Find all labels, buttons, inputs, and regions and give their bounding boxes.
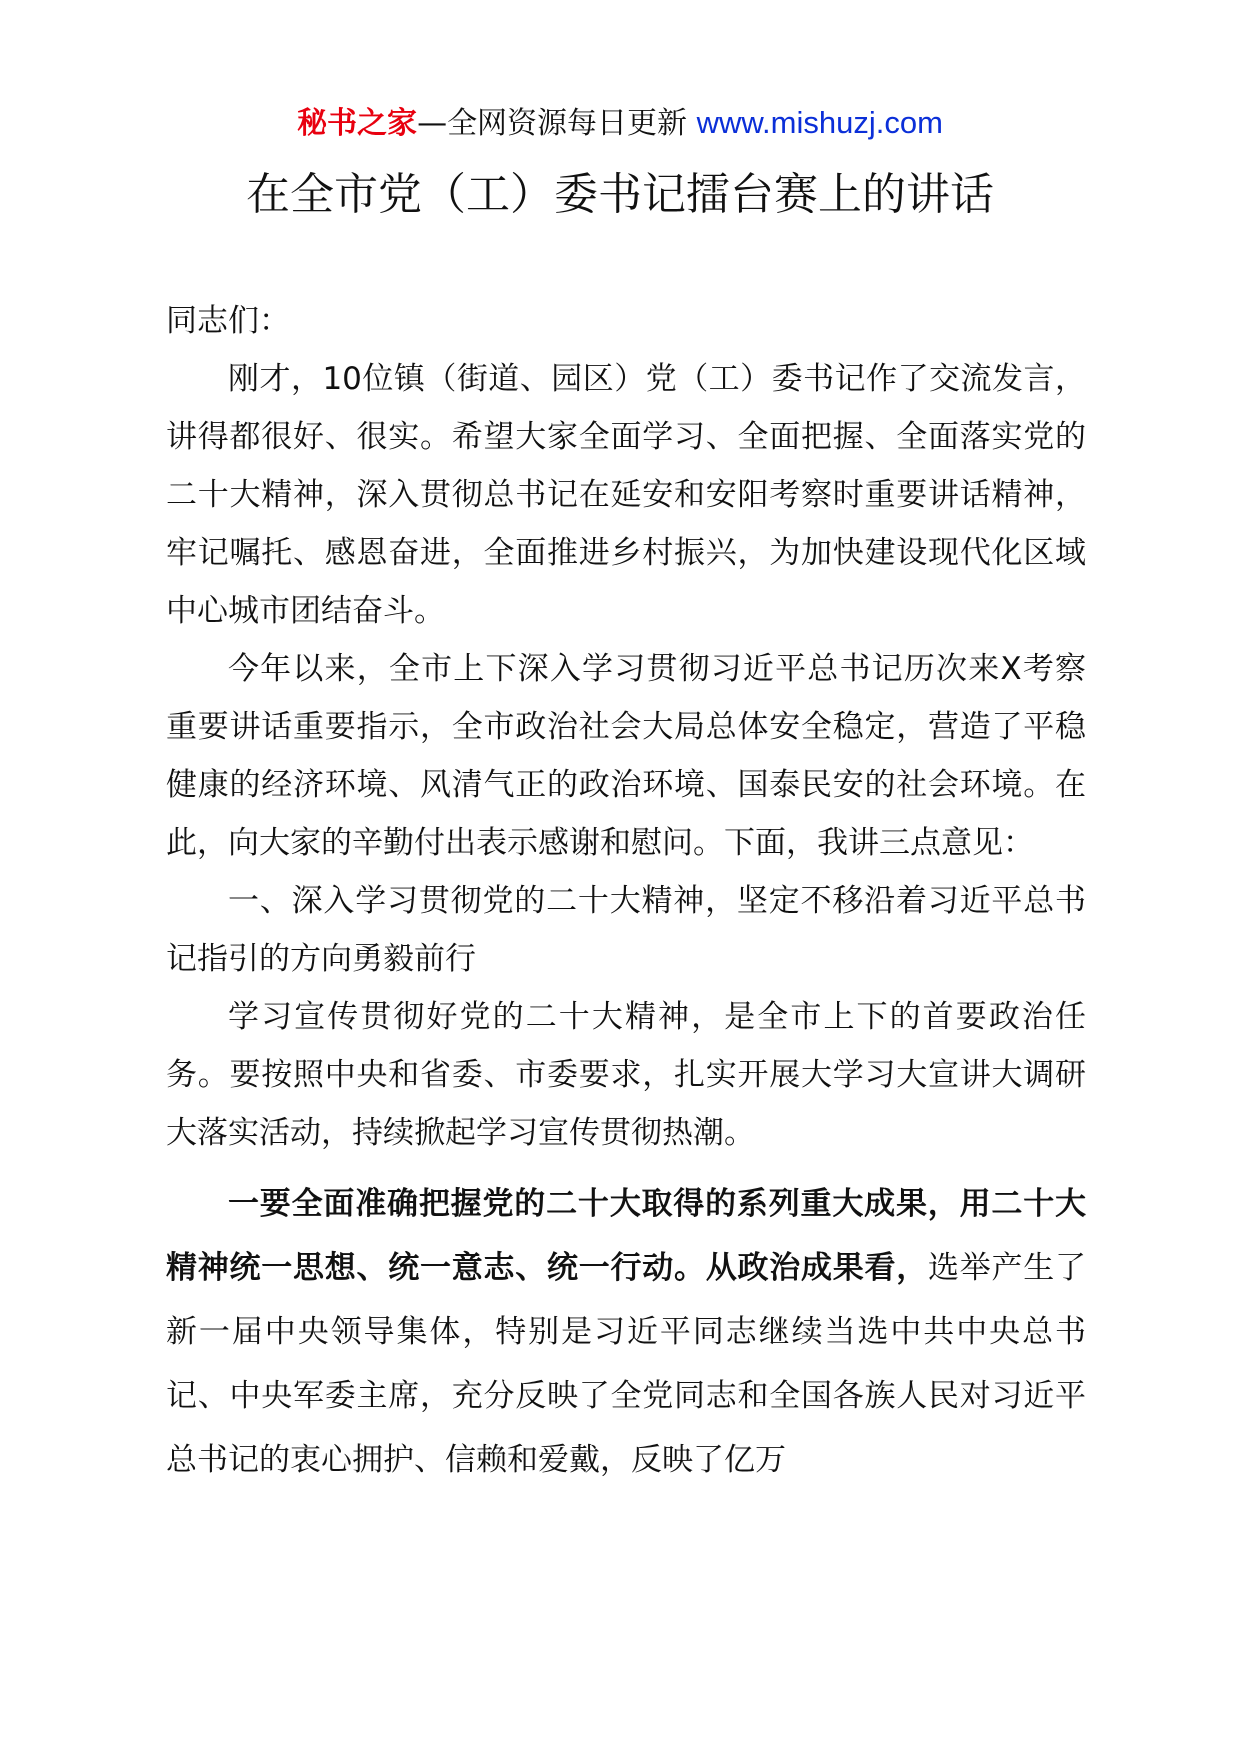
site-header xyxy=(0,100,1240,147)
paragraph-review: 今年以来，全市上下深入学习贯彻习近平总书记历次来X考察重要讲话重要指示，全市政治社会大局总体安全稳定，营造了平稳健康的经济环境、风清气正的政治环境、国泰民安的社会环境。在此，向大家的辛勤付出表示感谢和慰问。下面，我讲三点意见： xyxy=(166,651,1086,861)
site-url-link[interactable]: www.mishuzj.com xyxy=(696,105,943,140)
site-brand: 秘书之家 xyxy=(297,106,418,141)
paragraph-point-one xyxy=(166,1172,1086,1492)
point-one-text: 选举产生了新一届中央领导集体，特别是习近平同志继续当选中共中央总书记、中央军委主席，充分反映了全党同志和全国各族人民对习近平总书记的衷心拥护、信赖和爱戴，反映了亿万 xyxy=(166,1250,1086,1478)
document-title: 在全市党（工）委书记擂台赛上的讲话 xyxy=(246,169,994,220)
paragraph-section-one: 学习宣传贯彻好党的二十大精神，是全市上下的首要政治任务。要按照中央和省委、市委要求，扎实开展大学习大宣讲大调研大落实活动，持续掀起学习宣传贯彻热潮。 xyxy=(166,999,1086,1151)
salutation: 同志们： xyxy=(166,303,290,339)
document-body xyxy=(166,292,1086,1492)
point-one-lead: 一要全面准确把握党的二十大取得的系列重大成果，用二十大精神统一思想、统一意志、统一行动。从政治成果看， xyxy=(166,1186,1086,1286)
site-tagline: —全网资源每日更新 xyxy=(417,106,697,141)
paragraph-intro: 刚才，10位镇（街道、园区）党（工）委书记作了交流发言，讲得都很好、很实。希望大家全面学习、全面把握、全面落实党的二十大精神，深入贯彻总书记在延安和安阳考察时重要讲话精神，牢记嘱托、感恩奋进，全面推进乡村振兴，为加快建设现代化区域中心城市团结奋斗。 xyxy=(166,361,1086,629)
section-heading-one: 一、深入学习贯彻党的二十大精神，坚定不移沿着习近平总书记指引的方向勇毅前行 xyxy=(166,883,1086,977)
